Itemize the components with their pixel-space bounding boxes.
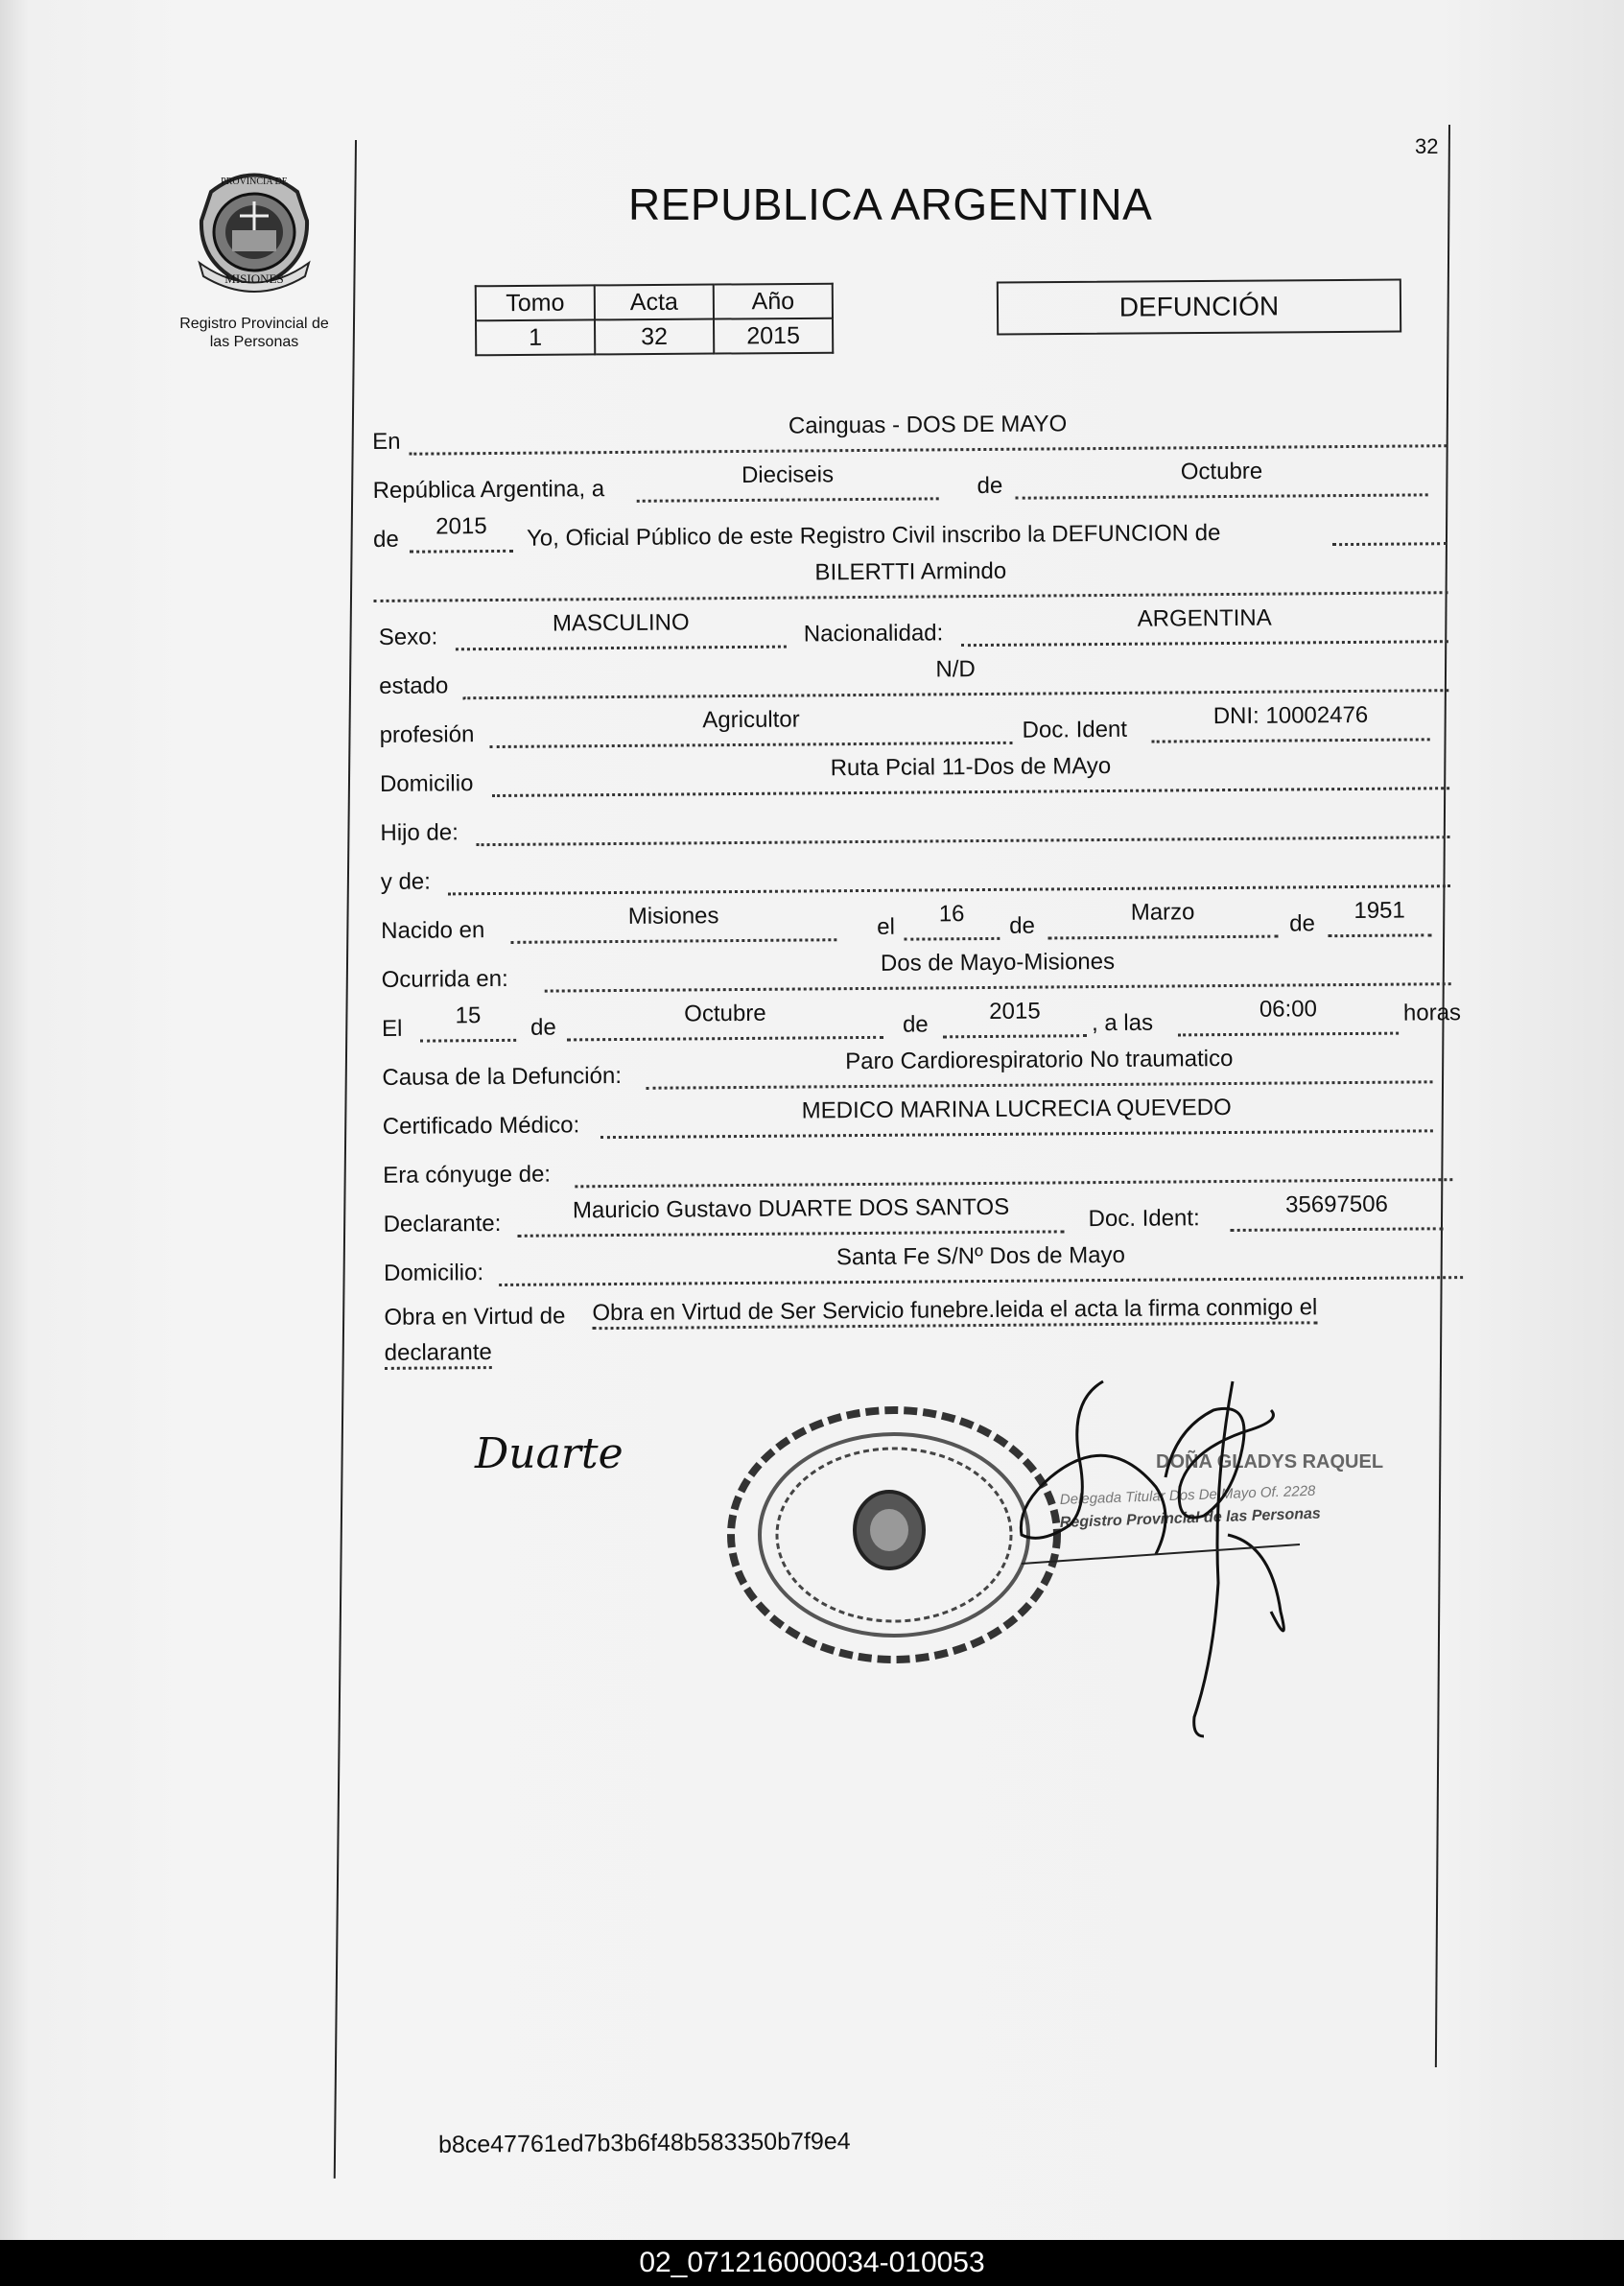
doc-ident-label: Doc. Ident [1022, 716, 1128, 743]
domicilio-field [492, 752, 1449, 797]
republica-label: República Argentina, a [372, 476, 605, 504]
en-field [409, 411, 1447, 455]
row-domicilio [375, 746, 1469, 804]
de-label-5: de [530, 1014, 556, 1041]
day-written-value: Dieciseis [741, 461, 835, 488]
country-title: REPUBLICA ARGENTINA [628, 179, 1153, 229]
row-domicilio2 [379, 1236, 1472, 1293]
causa-field [646, 1045, 1432, 1089]
el-label: el [877, 913, 896, 940]
domicilio2-label: Domicilio: [383, 1260, 484, 1286]
domicilio-label: Domicilio [379, 770, 474, 797]
month-value: Octubre [1180, 458, 1263, 485]
svg-text:PROVINCIA DE: PROVINCIA DE [221, 177, 288, 187]
acta-table-header-row [476, 284, 833, 321]
death-time-field [1178, 996, 1399, 1037]
scan-id-strip: 02_071216000034-010053 [0, 2240, 1624, 2286]
row-profesion [374, 697, 1468, 755]
domicilio2-value: Santa Fe S/Nº Dos de Mayo [836, 1241, 1125, 1271]
declarante-field [518, 1193, 1065, 1237]
svg-text:MISIONES: MISIONES [224, 271, 284, 286]
certificado-label: Certificado Médico: [382, 1112, 580, 1140]
nacido-value: Misiones [627, 903, 719, 930]
obra-value: Obra en Virtud de Ser Servicio funebre.leida el acta la firma conmigo el [592, 1294, 1317, 1330]
death-month-field [567, 1000, 883, 1042]
intro-trailing-field [1332, 515, 1447, 546]
hijo-field [476, 809, 1449, 846]
sexo-value: MASCULINO [552, 609, 690, 637]
declarante-doc-field [1230, 1190, 1443, 1232]
ocurrida-value: Dos de Mayo-Misiones [880, 948, 1116, 977]
official-signature-and-stamp [1012, 1372, 1463, 1746]
row-declarante [378, 1187, 1471, 1244]
acta-value-acta: 32 [595, 319, 714, 355]
birth-day-value: 16 [938, 901, 965, 928]
row-obra-cont [380, 1329, 1473, 1376]
de-label-4: de [1289, 910, 1316, 937]
registry-label-line2: las Personas [209, 334, 299, 350]
death-day-field [420, 1002, 516, 1043]
de-label-6: de [902, 1011, 929, 1038]
birth-day-field [904, 901, 1000, 941]
registry-label [153, 315, 355, 351]
svg-text:Delegada Titular Dos De Mayo O: Delegada Titular Dos De Mayo Of. 2228 [1059, 1482, 1316, 1508]
death-year-field [943, 998, 1087, 1038]
doc-ident-value: DNI: 10002476 [1212, 701, 1369, 730]
declarante-doc-value: 35697506 [1285, 1190, 1389, 1218]
year-value: 2015 [435, 513, 487, 540]
estado-field [462, 656, 1448, 699]
document-hash-id: b8ce47761ed7b3b6f48b583350b7f9e4 [437, 2128, 851, 2158]
y-de-label: y de: [380, 868, 431, 895]
left-margin-rule [334, 140, 357, 2179]
death-record-form [372, 404, 1473, 1376]
row-deceased-name [373, 551, 1467, 608]
declarante-label: Declarante: [383, 1210, 502, 1237]
row-republica [372, 453, 1466, 510]
death-day-value: 15 [455, 1002, 482, 1029]
causa-value: Paro Cardiorespiratorio No traumatico [845, 1045, 1234, 1075]
nacionalidad-value: ARGENTINA [1137, 604, 1272, 632]
de-label-1: de [977, 472, 1003, 500]
row-y-de [376, 844, 1470, 902]
obra-label: Obra en Virtud de [384, 1303, 566, 1331]
estado-label: estado [379, 672, 449, 699]
declarant-handwritten-name: Duarte [475, 1429, 624, 1478]
province-emblem-icon [182, 163, 326, 297]
profesion-value: Agricultor [702, 706, 800, 734]
nacido-label: Nacido en [381, 917, 485, 944]
el-cap-label: El [381, 1015, 403, 1042]
en-value: Cainguas - DOS DE MAYO [788, 411, 1068, 439]
certificado-value: MEDICO MARINA LUCRECIA QUEVEDO [801, 1094, 1232, 1124]
conyuge-label: Era cónyuge de: [383, 1161, 552, 1189]
intro-text: Yo, Oficial Público de este Registro Civil inscribo la DEFUNCION de [526, 520, 1221, 552]
nacionalidad-field [961, 604, 1448, 647]
deceased-name-field [373, 557, 1447, 602]
acta-table [475, 283, 835, 357]
death-year-value: 2015 [989, 998, 1041, 1025]
birth-month-field [1047, 899, 1278, 940]
domicilio2-field [499, 1241, 1463, 1286]
de-label-3: de [1009, 912, 1036, 939]
profesion-label: profesión [379, 721, 475, 748]
row-conyuge [378, 1138, 1471, 1195]
acta-value-tomo: 1 [476, 319, 595, 355]
nacionalidad-label: Nacionalidad: [803, 620, 944, 648]
acta-header-tomo: Tomo [476, 285, 595, 320]
svg-text:DOÑA GLADYS RAQUEL: DOÑA GLADYS RAQUEL [1156, 1451, 1384, 1473]
ocurrida-field [545, 948, 1451, 992]
page-number: 32 [1415, 134, 1439, 158]
row-death-date [377, 991, 1471, 1049]
row-causa [377, 1040, 1471, 1097]
declarante-value: Mauricio Gustavo DUARTE DOS SANTOS [572, 1193, 1010, 1224]
doc-ident-field [1151, 701, 1429, 742]
row-year-intro [373, 502, 1467, 559]
horas-label: horas [1402, 1000, 1462, 1026]
month-field [1015, 458, 1427, 499]
a-las-label: , a las [1091, 1009, 1154, 1037]
de-label-2: de [372, 526, 399, 553]
row-hijo [375, 795, 1469, 853]
acta-value-anio: 2015 [714, 318, 833, 354]
certificado-field [600, 1094, 1433, 1139]
row-ocurrida [376, 942, 1470, 1000]
row-estado [374, 648, 1468, 706]
hijo-label: Hijo de: [380, 819, 459, 846]
birth-year-value: 1951 [1353, 897, 1405, 924]
day-written-field [637, 461, 939, 502]
acta-table-value-row [476, 318, 833, 356]
profesion-field [490, 706, 1013, 748]
acta-header-anio: Año [714, 284, 833, 319]
row-sexo [374, 600, 1468, 657]
death-month-value: Octubre [684, 1000, 766, 1027]
conyuge-field [575, 1151, 1452, 1188]
y-de-field [448, 858, 1450, 895]
declarante-doc-label: Doc. Ident: [1088, 1205, 1200, 1233]
en-label: En [372, 428, 401, 455]
svg-text:Registro Provincial de las Per: Registro Provincial de las Personas [1059, 1505, 1322, 1531]
nacido-field [510, 903, 836, 944]
estado-value: N/D [935, 656, 976, 683]
document-type-box: DEFUNCIÓN [997, 279, 1401, 336]
row-nacido [376, 893, 1470, 951]
row-en [372, 404, 1466, 461]
obra-value-cont: declarante [385, 1339, 492, 1370]
death-time-value: 06:00 [1259, 996, 1318, 1023]
birth-month-value: Marzo [1130, 899, 1195, 926]
sexo-label: Sexo: [378, 624, 438, 650]
registry-label-line1: Registro Provincial de [179, 316, 329, 332]
acta-header-acta: Acta [595, 285, 714, 320]
row-certificado [378, 1089, 1471, 1146]
causa-label: Causa de la Defunción: [382, 1062, 623, 1091]
birth-year-field [1328, 897, 1431, 937]
year-field [410, 513, 513, 554]
ocurrida-label: Ocurrida en: [381, 965, 508, 993]
sexo-field [456, 609, 787, 651]
domicilio-value: Ruta Pcial 11-Dos de MAyo [830, 752, 1112, 782]
deceased-name-value: BILERTTI Armindo [814, 557, 1007, 586]
